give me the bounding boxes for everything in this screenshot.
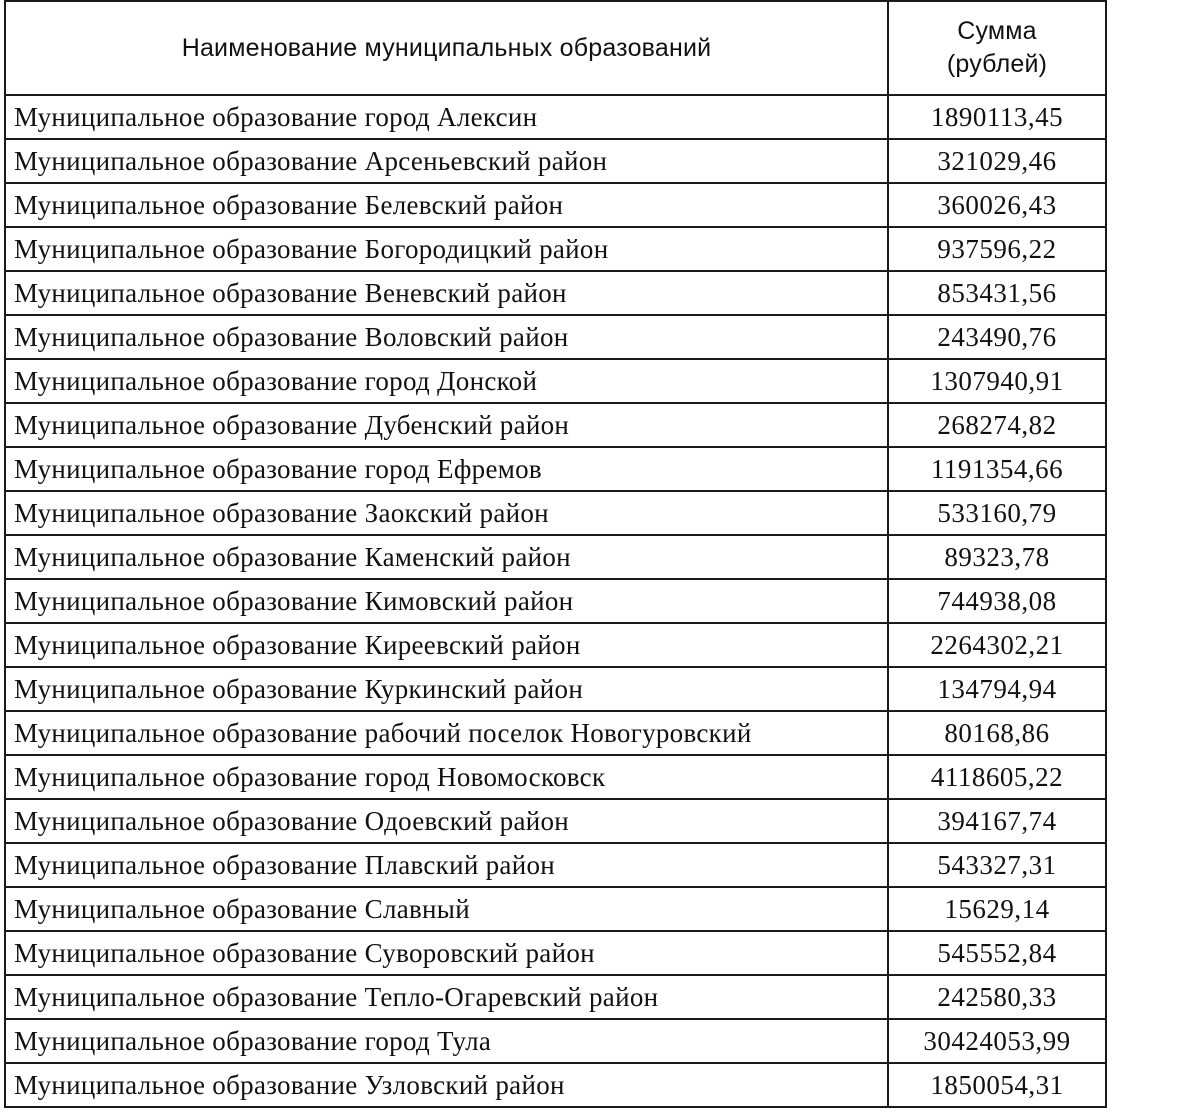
municipality-name-cell: Муниципальное образование город Тула — [5, 1019, 888, 1063]
municipality-name-cell: Муниципальное образование Заокский район — [5, 491, 888, 535]
sum-cell: 80168,86 — [888, 711, 1106, 755]
municipality-name-cell: Муниципальное образование Белевский район — [5, 183, 888, 227]
table-row — [5, 359, 1106, 403]
sum-cell: 321029,46 — [888, 139, 1106, 183]
table-row — [5, 711, 1106, 755]
sum-cell: 268274,82 — [888, 403, 1106, 447]
table-row — [5, 975, 1106, 1019]
municipality-name-cell: Муниципальное образование Богородицкий район — [5, 227, 888, 271]
table-row — [5, 931, 1106, 975]
municipality-name-cell: Муниципальное образование Кимовский район — [5, 579, 888, 623]
table-row — [5, 579, 1106, 623]
table-row — [5, 227, 1106, 271]
table-row — [5, 403, 1106, 447]
sum-cell: 394167,74 — [888, 799, 1106, 843]
table-row — [5, 623, 1106, 667]
municipality-name-cell: Муниципальное образование Воловский район — [5, 315, 888, 359]
municipality-name-cell: Муниципальное образование город Донской — [5, 359, 888, 403]
table-row — [5, 843, 1106, 887]
sum-cell: 360026,43 — [888, 183, 1106, 227]
municipality-name-cell: Муниципальное образование Одоевский район — [5, 799, 888, 843]
municipality-name-cell: Муниципальное образование Плавский район — [5, 843, 888, 887]
sum-cell: 1850054,31 — [888, 1063, 1106, 1107]
sum-cell: 4118605,22 — [888, 755, 1106, 799]
table-row — [5, 447, 1106, 491]
municipality-name-cell: Муниципальное образование Киреевский район — [5, 623, 888, 667]
table-row — [5, 1019, 1106, 1063]
table-row — [5, 183, 1106, 227]
sum-cell: 543327,31 — [888, 843, 1106, 887]
sum-cell: 30424053,99 — [888, 1019, 1106, 1063]
sum-cell: 1307940,91 — [888, 359, 1106, 403]
sum-cell: 937596,22 — [888, 227, 1106, 271]
municipality-name-cell: Муниципальное образование Куркинский район — [5, 667, 888, 711]
municipality-name-cell: Муниципальное образование Славный — [5, 887, 888, 931]
sum-cell: 545552,84 — [888, 931, 1106, 975]
municipality-name-cell: Муниципальное образование город Алексин — [5, 95, 888, 139]
municipality-name-cell: Муниципальное образование Веневский район — [5, 271, 888, 315]
table-row — [5, 1063, 1106, 1107]
sum-cell: 134794,94 — [888, 667, 1106, 711]
header-sum-unit: (рублей) — [946, 50, 1048, 78]
municipality-name-cell: Муниципальное образование Каменский район — [5, 535, 888, 579]
sum-cell: 744938,08 — [888, 579, 1106, 623]
municipality-name-cell: Муниципальное образование город Ефремов — [5, 447, 888, 491]
municipality-name-cell: Муниципальное образование Дубенский район — [5, 403, 888, 447]
sum-cell: 853431,56 — [888, 271, 1106, 315]
municipality-name-cell: Муниципальное образование город Новомосковск — [5, 755, 888, 799]
table-body — [5, 95, 1106, 1107]
sum-cell: 89323,78 — [888, 535, 1106, 579]
sum-cell: 1890113,45 — [888, 95, 1106, 139]
table-row — [5, 271, 1106, 315]
sum-cell: 2264302,21 — [888, 623, 1106, 667]
municipality-name-cell: Муниципальное образование Суворовский район — [5, 931, 888, 975]
table-row — [5, 491, 1106, 535]
table-header-row — [5, 1, 1106, 95]
table-row — [5, 139, 1106, 183]
municipality-name-cell: Муниципальное образование Узловский район — [5, 1063, 888, 1107]
table-row — [5, 887, 1106, 931]
table-row — [5, 799, 1106, 843]
municipality-name-cell: Муниципальное образование рабочий поселок Новогуровский — [5, 711, 888, 755]
header-sum-column — [888, 1, 1106, 95]
table-row — [5, 667, 1106, 711]
municipalities-table — [4, 0, 1107, 1108]
header-name-column: Наименование муниципальных образований — [5, 1, 888, 95]
sum-cell: 15629,14 — [888, 887, 1106, 931]
sum-cell: 1191354,66 — [888, 447, 1106, 491]
sum-cell: 243490,76 — [888, 315, 1106, 359]
table-row — [5, 315, 1106, 359]
sum-cell: 242580,33 — [888, 975, 1106, 1019]
header-sum-label: Сумма — [957, 17, 1037, 45]
table-row — [5, 755, 1106, 799]
municipality-name-cell: Муниципальное образование Тепло-Огаревский район — [5, 975, 888, 1019]
table-row — [5, 95, 1106, 139]
municipality-name-cell: Муниципальное образование Арсеньевский район — [5, 139, 888, 183]
table-row — [5, 535, 1106, 579]
sum-cell: 533160,79 — [888, 491, 1106, 535]
